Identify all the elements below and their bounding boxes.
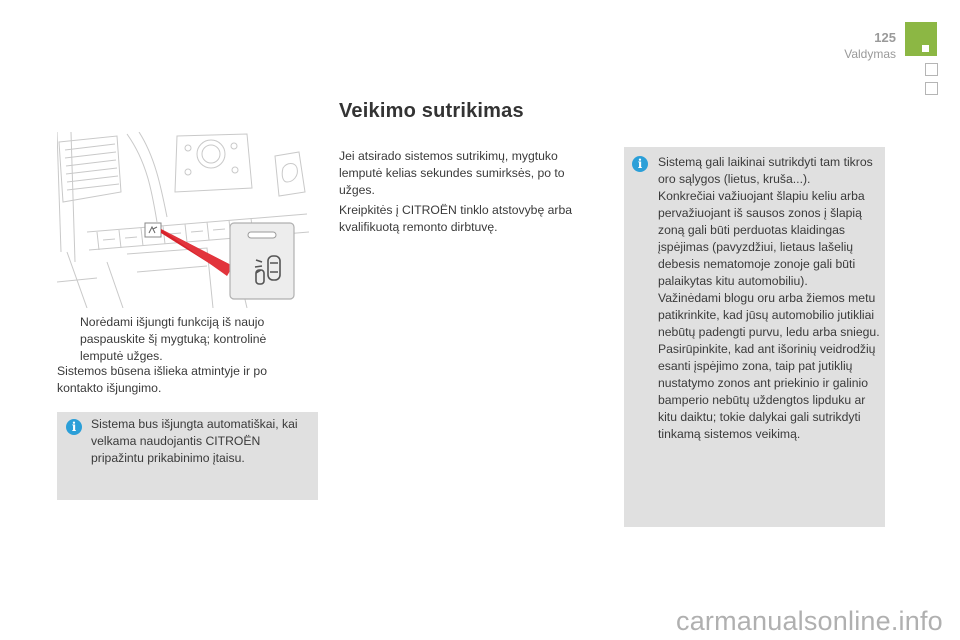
note-line: Pasirūpinkite, kad ant išorinių veidrodžių esanti įspėjimo zona, taip pat jutiklių nustatymo zonos ant priekinio ir galinio bamperio nebūtų uždengtos lipduku ar kitu daiktu; tokie dalykai gali sutrikdyti tinkamą sistemos veikimą. [658, 342, 876, 441]
section-label: Valdymas [844, 47, 896, 61]
info-note-weather [658, 154, 880, 443]
dealer-paragraph: Kreipkitės į CITROËN tinklo atstovybę arba kvalifikuotą remonto dirbtuvę. [339, 203, 573, 234]
chapter-tab[interactable] [925, 63, 938, 76]
info-note-towing-text: Sistema bus išjungta automatiškai, kai velkama naudojantis CITROËN pripažintu prikabinimo įtaisu. [91, 417, 298, 465]
dashboard-button-illustration [57, 132, 315, 308]
info-icon: i [632, 156, 648, 172]
note-line: Konkrečiai važiuojant šlapiu keliu arba pervažiuojant iš sausos zonos į šlapią zoną gali būti perduotas klaidingas įspėjimas (pavyzdžiui, lietaus lašelių debesis nematomoje zonoje gali būti palaikytas kitu automobiliu). [658, 189, 865, 288]
malfunction-paragraph: Jei atsirado sistemos sutrikimų, mygtuko lemputė kelias sekundes sumirksės, po to užges. [339, 149, 565, 197]
watermark: carmanualsonline.info [676, 606, 943, 636]
page-title: Veikimo sutrikimas [339, 100, 524, 122]
note-line: Sistemą gali laikinai sutrikdyti tam tikros oro sąlygos (lietus, kruša...). [658, 155, 873, 186]
instruction-bullet [57, 314, 282, 365]
info-icon: i [66, 419, 82, 435]
page-number: 125 [874, 30, 896, 45]
chapter-tab-active[interactable] [905, 22, 937, 56]
status-memory-text: Sistemos būsena išlieka atmintyje ir po kontakto išjungimo. [57, 364, 267, 395]
note-line: Važinėdami blogu oru arba žiemos metu patikrinkite, kad jūsų automobilio jutikliai nebūtų padengti purvu, ledu arba sniegu. [658, 291, 880, 339]
bullet-text: Norėdami išjungti funkciją iš naujo paspauskite šį mygtuką; kontrolinė lemputė užges. [80, 315, 267, 363]
chapter-tab[interactable] [925, 82, 938, 95]
